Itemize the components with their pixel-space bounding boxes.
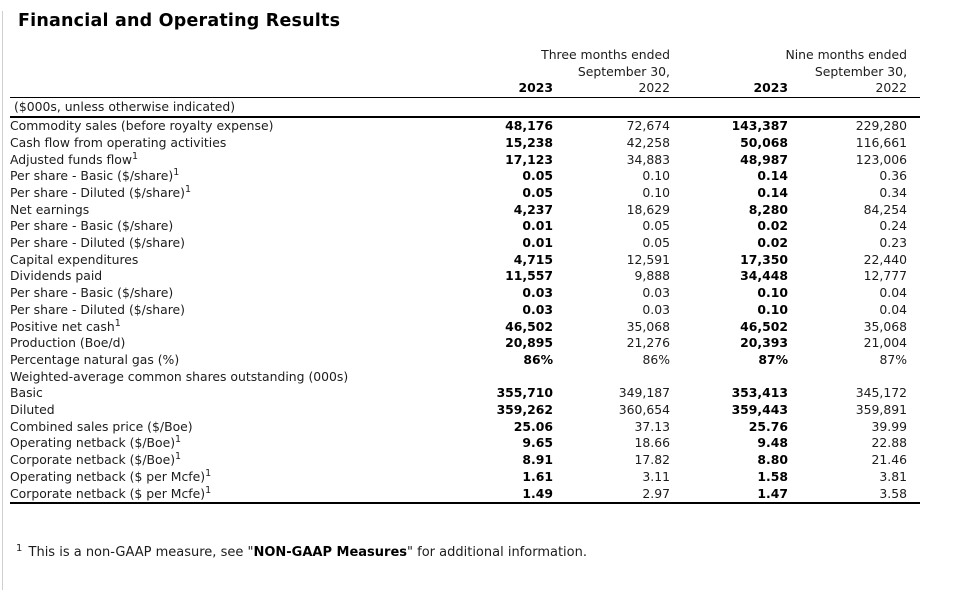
cell-value: 349,187 [618, 385, 670, 401]
cell-value: 34,448 [740, 268, 788, 284]
cell-value: 42,258 [626, 134, 670, 150]
row-label: Adjusted funds flow$^1$ [10, 150, 139, 167]
cell-value: 359,891 [855, 402, 908, 418]
cell-value: 0.24 [879, 218, 908, 234]
cell-value: 0.14 [757, 168, 788, 184]
cell-value: 12,591 [626, 251, 670, 267]
table-row [10, 452, 920, 469]
group-header-nine-months [670, 47, 920, 80]
footnote-superscript: 1 [16, 542, 23, 554]
row-label: Diluted [10, 402, 55, 418]
table-row [10, 352, 920, 369]
table-row [10, 419, 920, 436]
cell-value: 12,777 [863, 268, 908, 284]
cell-value: 48,987 [740, 151, 788, 167]
cell-value: 50,068 [740, 134, 788, 150]
cell-value: 8.80 [757, 452, 788, 468]
table-row [10, 385, 920, 402]
cell-value: 9.48 [757, 435, 788, 451]
cell-value: 4,715 [513, 251, 553, 267]
row-label: Per share - Diluted ($/share) [10, 301, 186, 317]
row-label: Corporate netback ($ per Mcfe)$^1$ [10, 486, 436, 504]
row-label: Dividends paid [10, 268, 103, 284]
cell-value: 0.04 [879, 301, 908, 317]
row-label: Weighted-average common shares outstanding (000s) [10, 368, 349, 384]
cell-value: 39.99 [871, 418, 908, 434]
row-label: Production (Boe/d) [10, 335, 126, 351]
cell-value: 0.10 [642, 184, 670, 200]
row-label: Per share - Basic ($/share)$^1$ [10, 167, 180, 184]
row-label: Capital expenditures [10, 251, 139, 267]
cell-value: 20,895 [505, 335, 553, 351]
group-header-line: September 30, [577, 63, 670, 79]
row-label: Corporate netback ($/Boe)$^1$ [10, 451, 182, 468]
row-label: Basic [10, 385, 43, 401]
cell-value [436, 369, 553, 386]
cell-value: 3.58 [788, 486, 920, 504]
financial-results-table [10, 47, 920, 504]
cell-value: 0.05 [522, 168, 553, 184]
cell-value: 0.36 [879, 168, 908, 184]
cell-value: 46,502 [740, 318, 788, 334]
label-superscript: 1 [175, 434, 182, 446]
cell-value: 21,276 [626, 335, 670, 351]
cell-value: 87% [758, 351, 788, 367]
table-row [10, 152, 920, 169]
cell-value: 11,557 [505, 268, 553, 284]
row-label: Per share - Basic ($/share) [10, 218, 174, 234]
cell-value: 84,254 [863, 201, 908, 217]
year-header-2023: 2023 [753, 80, 788, 96]
cell-value: 8.91 [522, 452, 553, 468]
row-label: Operating netback ($ per Mcfe)$^1$ [10, 467, 212, 484]
table-row [10, 302, 920, 319]
cell-value: 0.10 [757, 285, 788, 301]
table-row [10, 335, 920, 352]
label-superscript: 1 [132, 150, 139, 162]
footnote [16, 542, 974, 561]
year-header-2022: 2022 [875, 80, 908, 96]
cell-value: 34,883 [626, 151, 670, 167]
cell-value: 229,280 [855, 118, 908, 134]
cell-value: 72,674 [626, 118, 670, 134]
table-row [10, 402, 920, 419]
cell-value: 8,280 [748, 201, 788, 217]
cell-value: 0.04 [879, 285, 908, 301]
year-header-2022: 2022 [638, 80, 670, 96]
label-superscript: 1 [205, 484, 212, 496]
row-label: Net earnings [10, 201, 90, 217]
cell-value: 20,393 [740, 335, 788, 351]
cell-value: 1.49 [436, 486, 553, 504]
cell-value: 345,172 [855, 385, 908, 401]
page-left-border [2, 11, 3, 590]
table-row [10, 202, 920, 219]
cell-value: 1.47 [670, 486, 788, 504]
group-header-line: Nine months ended [785, 47, 908, 62]
cell-value: 35,068 [863, 318, 908, 334]
cell-value: 0.03 [642, 285, 670, 301]
table-row [10, 135, 920, 152]
cell-value: 0.05 [642, 218, 670, 234]
cell-value: 0.10 [757, 301, 788, 317]
row-label: Commodity sales (before royalty expense) [10, 118, 274, 134]
results-table-body [10, 117, 920, 503]
cell-value: 0.03 [642, 301, 670, 317]
group-header-three-months [436, 47, 670, 80]
cell-value: 3.11 [642, 468, 670, 484]
label-superscript: 1 [205, 467, 212, 479]
footnote-bold-text: NON-GAAP Measures [253, 545, 408, 561]
cell-value: 0.01 [522, 235, 553, 251]
cell-value: 143,387 [731, 118, 788, 134]
cell-value [553, 369, 670, 386]
table-row [10, 285, 920, 302]
cell-value: 17,350 [740, 251, 788, 267]
cell-value: 15,238 [505, 134, 553, 150]
table-row [10, 319, 920, 336]
cell-value: 359,443 [731, 402, 788, 418]
cell-value: 21.46 [871, 452, 908, 468]
cell-value: 86% [523, 351, 553, 367]
cell-value: 123,006 [855, 151, 908, 167]
page-title: Financial and Operating Results [18, 11, 341, 31]
table-row [10, 235, 920, 252]
year-header-row [10, 80, 920, 97]
cell-value: 355,710 [496, 385, 553, 401]
cell-value: 18.66 [634, 435, 670, 451]
row-label: Combined sales price ($/Boe) [10, 418, 193, 434]
cell-value: 86% [642, 351, 670, 367]
row-label: Per share - Basic ($/share) [10, 285, 174, 301]
cell-value: 1.61 [522, 468, 553, 484]
table-row [10, 369, 920, 386]
cell-value: 9,888 [634, 268, 670, 284]
cell-value: 0.10 [642, 168, 670, 184]
cell-value [788, 369, 920, 386]
cell-value: 18,629 [626, 201, 670, 217]
footnote-text-post: " for additional information. [407, 545, 587, 561]
cell-value: 3.81 [879, 468, 908, 484]
label-superscript: 1 [173, 167, 180, 179]
table-row [10, 469, 920, 486]
cell-value: 360,654 [618, 402, 670, 418]
footnote-text-pre: This is a non-GAAP measure, see " [24, 545, 254, 561]
row-label: Positive net cash$^1$ [10, 317, 121, 334]
cell-value: 37.13 [634, 418, 670, 434]
cell-value: 17,123 [505, 151, 553, 167]
cell-value: 87% [879, 351, 908, 367]
cell-value: 0.05 [522, 184, 553, 200]
cell-value: 0.34 [879, 184, 908, 200]
table-row [10, 168, 920, 185]
cell-value: 46,502 [505, 318, 553, 334]
table-row [10, 117, 920, 135]
cell-value: 353,413 [731, 385, 788, 401]
year-header-2023: 2023 [518, 80, 553, 96]
cell-value: 0.02 [757, 218, 788, 234]
group-header-line: Three months ended [541, 47, 670, 62]
cell-value: 2.97 [553, 486, 670, 504]
table-row [10, 486, 920, 504]
cell-value: 4,237 [513, 201, 553, 217]
cell-value: 116,661 [855, 134, 908, 150]
group-header-spacer [10, 47, 436, 80]
cell-value: 25.76 [748, 418, 788, 434]
row-label: Per share - Diluted ($/share) [10, 235, 186, 251]
label-superscript: 1 [175, 451, 182, 463]
cell-value: 22.88 [871, 435, 908, 451]
cell-value: 1.58 [757, 468, 788, 484]
unit-note: ($000s, unless otherwise indicated) [10, 98, 920, 118]
cell-value: 25.06 [513, 418, 553, 434]
table-row [10, 268, 920, 285]
cell-value: 0.03 [522, 285, 553, 301]
cell-value: 9.65 [522, 435, 553, 451]
cell-value [670, 369, 788, 386]
cell-value: 48,176 [505, 118, 553, 134]
group-header-row [10, 47, 920, 80]
row-label: Percentage natural gas (%) [10, 351, 180, 367]
cell-value: 359,262 [496, 402, 553, 418]
cell-value: 22,440 [863, 251, 908, 267]
table-row [10, 435, 920, 452]
label-superscript: 1 [114, 317, 121, 329]
cell-value: 0.03 [522, 301, 553, 317]
group-header-line: September 30, [814, 63, 908, 79]
row-label: Cash flow from operating activities [10, 134, 227, 150]
table-row [10, 185, 920, 202]
row-label: Operating netback ($/Boe)$^1$ [10, 434, 182, 451]
cell-value: 21,004 [863, 335, 908, 351]
table-row [10, 252, 920, 269]
cell-value: 17.82 [634, 452, 670, 468]
year-header-spacer [10, 80, 436, 97]
cell-value: 0.02 [757, 235, 788, 251]
cell-value: 0.01 [522, 218, 553, 234]
label-superscript: 1 [185, 183, 192, 195]
row-label: Per share - Diluted ($/share)$^1$ [10, 183, 192, 200]
unit-note-row [10, 98, 920, 118]
table-row [10, 218, 920, 235]
cell-value: 0.23 [879, 235, 908, 251]
cell-value: 0.14 [757, 184, 788, 200]
cell-value: 0.05 [642, 235, 670, 251]
cell-value: 35,068 [626, 318, 670, 334]
